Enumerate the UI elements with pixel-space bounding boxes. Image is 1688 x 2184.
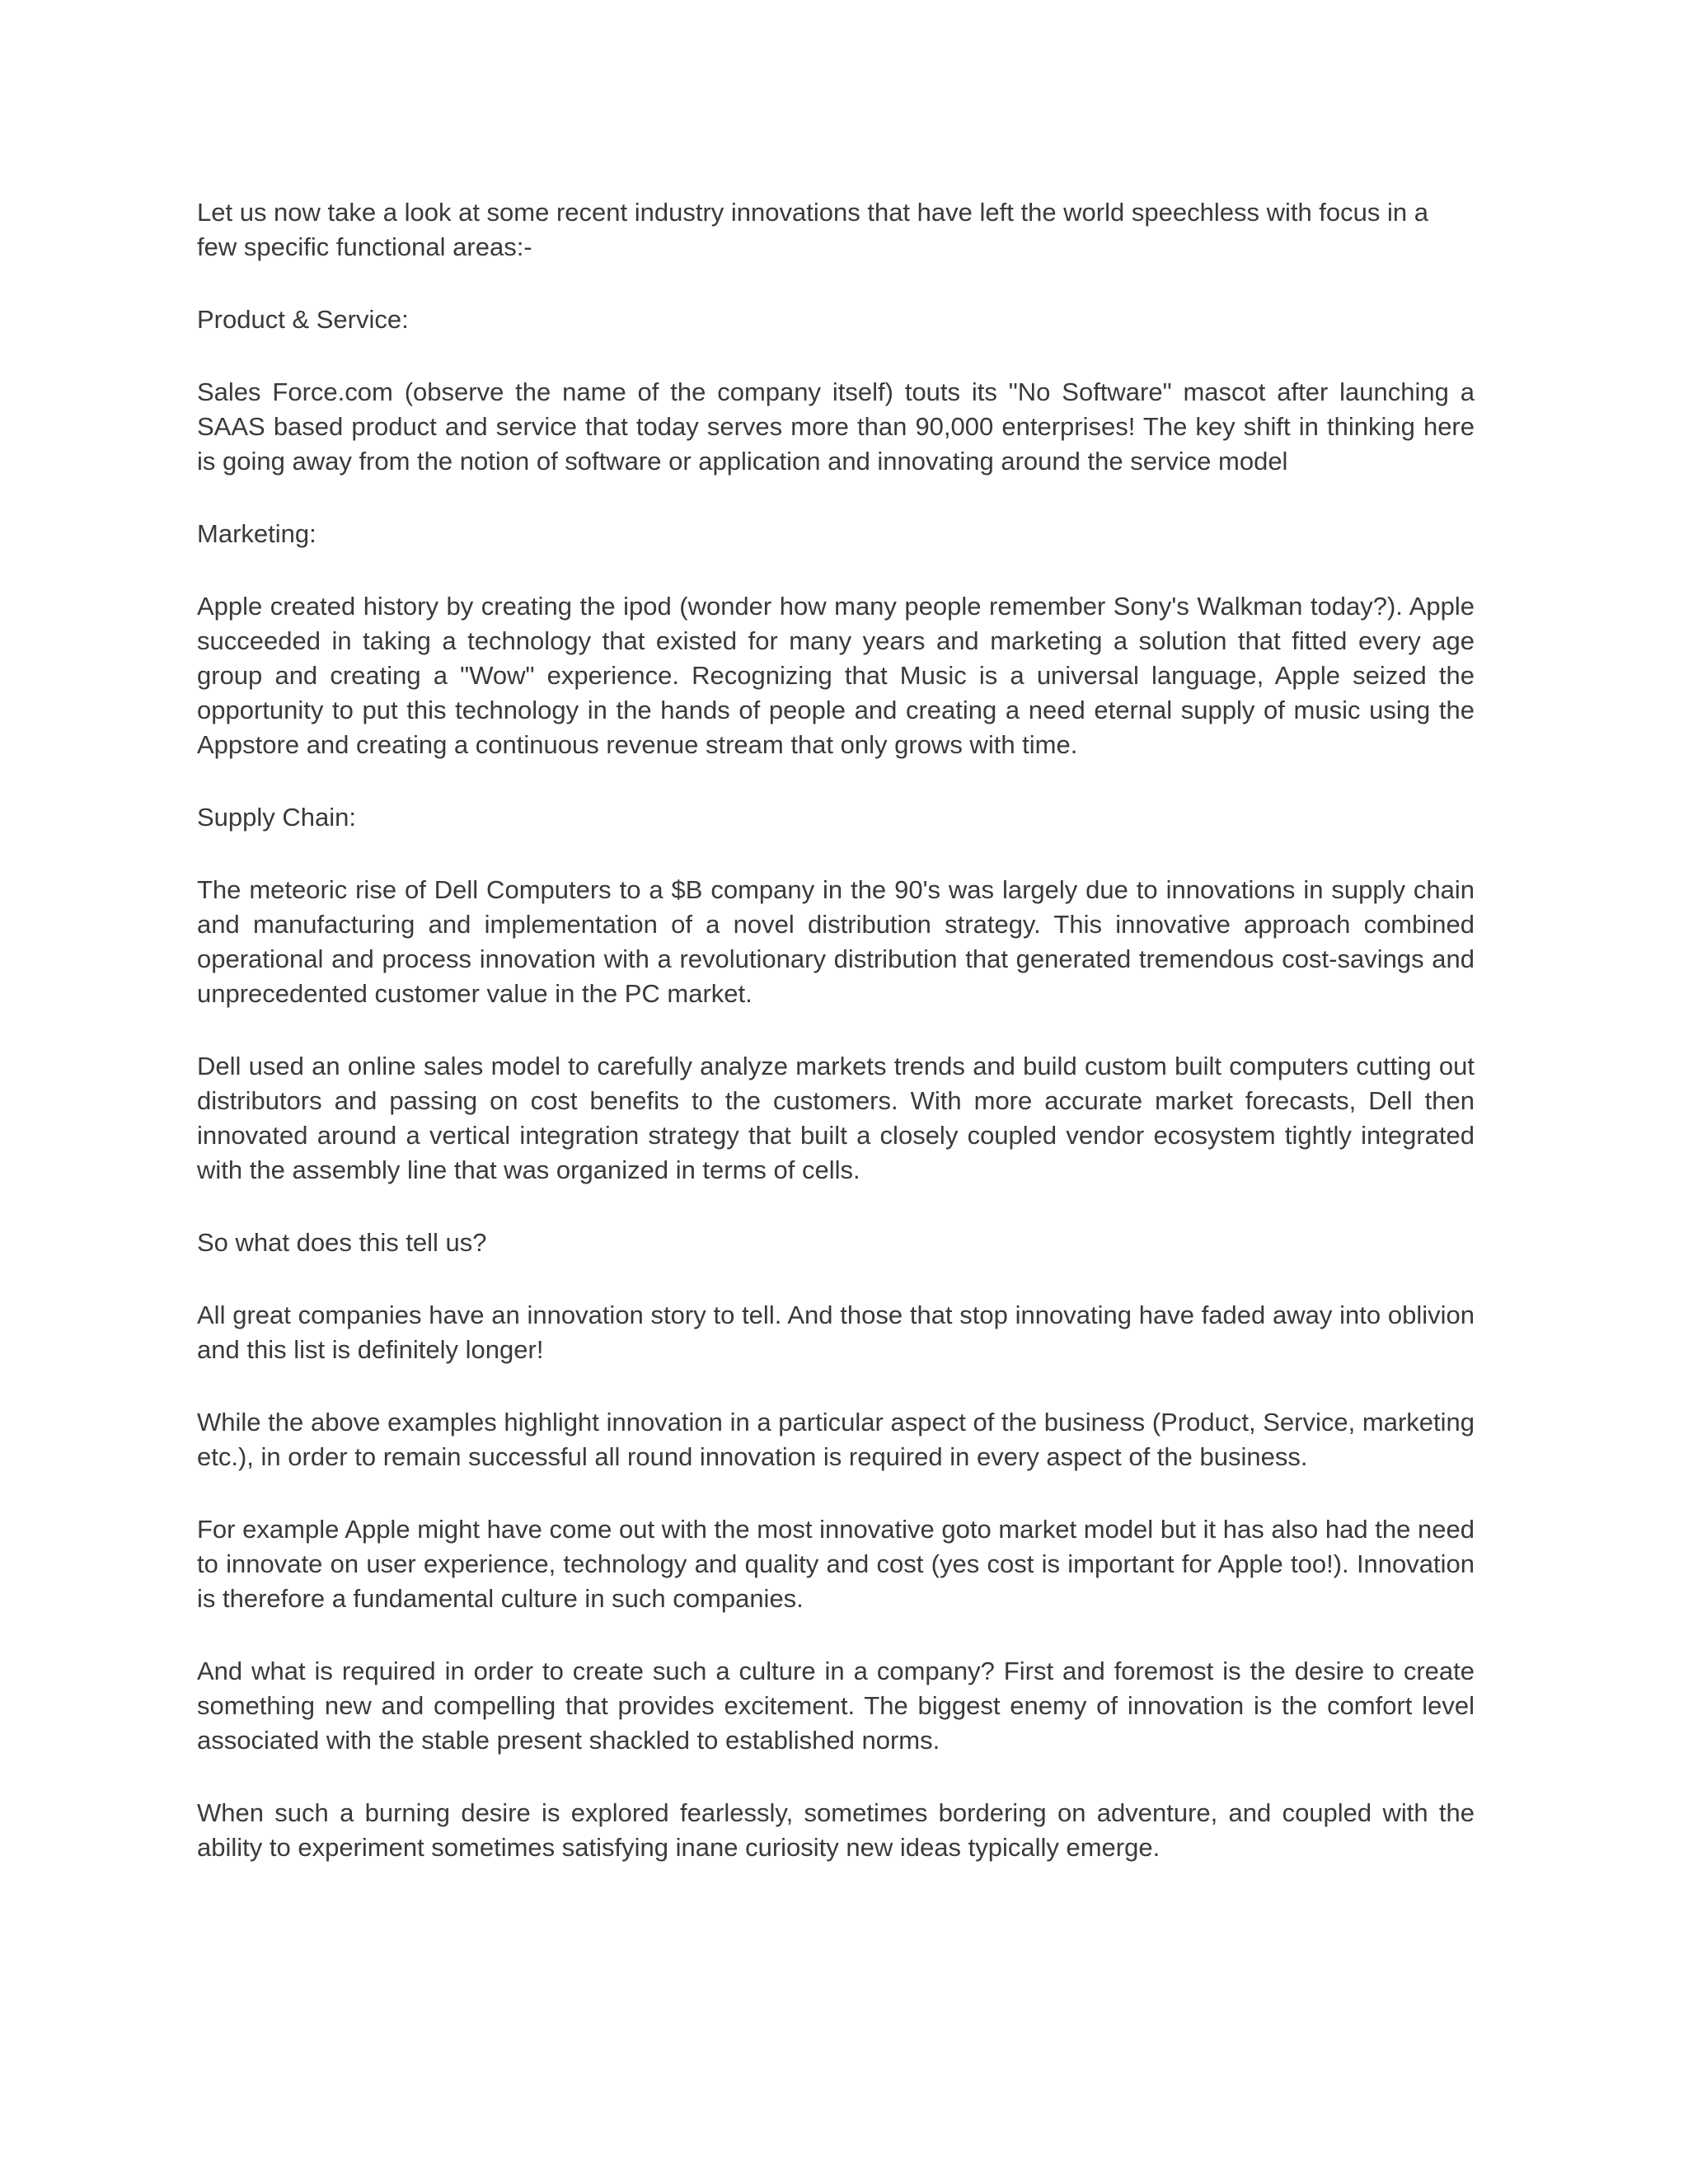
- all-round-innovation-paragraph: While the above examples highlight innovation in a particular aspect of the business (Product, Service, marketing etc.), in order to remain successful all round innovation is required in every aspect of the business.: [197, 1408, 1475, 1471]
- innovation-story-paragraph: All great companies have an innovation story to tell. And those that stop innovating have faded away into oblivion and this list is definitely longer!: [197, 1301, 1475, 1364]
- apple-example-paragraph: For example Apple might have come out with the most innovative goto market model but it has also had the need to innovate on user experience, technology and quality and cost (yes cost is important for Apple too!). Innovation is therefore a fundamental culture in such companies.: [197, 1515, 1475, 1613]
- section-heading-product-service: Product & Service:: [197, 305, 409, 334]
- document-page: [197, 195, 1475, 1865]
- product-service-paragraph: Sales Force.com (observe the name of the company itself) touts its "No Software" mascot after launching a SAAS based product and service that today serves more than 90,000 enterprises! The key shift in thinking here is going away from the notion of software or application and innovating around the service model: [197, 377, 1475, 476]
- section-heading-supply-chain: Supply Chain:: [197, 803, 357, 832]
- section-heading-marketing: Marketing:: [197, 519, 316, 548]
- question-heading: So what does this tell us?: [197, 1228, 487, 1257]
- intro-paragraph: Let us now take a look at some recent industry innovations that have left the world speechless with focus in a few specific functional areas:-: [197, 198, 1428, 261]
- supply-chain-paragraph-1: The meteoric rise of Dell Computers to a $B company in the 90's was largely due to innovations in supply chain and manufacturing and implementation of a novel distribution strategy. This innovative approach combined operational and process innovation with a revolutionary distribution that generated tremendous cost-savings and unprecedented customer value in the PC market.: [197, 875, 1475, 1008]
- culture-paragraph: And what is required in order to create such a culture in a company? First and foremost is the desire to create something new and compelling that provides excitement. The biggest enemy of innovation is the comfort level associated with the stable present shackled to established norms.: [197, 1657, 1475, 1755]
- marketing-paragraph: Apple created history by creating the ipod (wonder how many people remember Sony's Walkman today?). Apple succeeded in taking a technology that existed for many years and marketing a solution that fitted every age group and creating a "Wow" experience. Recognizing that Music is a universal language, Apple seized the opportunity to put this technology in the hands of people and creating a need eternal supply of music using the Appstore and creating a continuous revenue stream that only grows with time.: [197, 592, 1475, 759]
- burning-desire-paragraph: When such a burning desire is explored fearlessly, sometimes bordering on adventure, and coupled with the ability to experiment sometimes satisfying inane curiosity new ideas typically emerge.: [197, 1798, 1475, 1862]
- supply-chain-paragraph-2: Dell used an online sales model to carefully analyze markets trends and build custom built computers cutting out distributors and passing on cost benefits to the customers. With more accurate market forecasts, Dell then innovated around a vertical integration strategy that built a closely coupled vendor ecosystem tightly integrated with the assembly line that was organized in terms of cells.: [197, 1052, 1475, 1184]
